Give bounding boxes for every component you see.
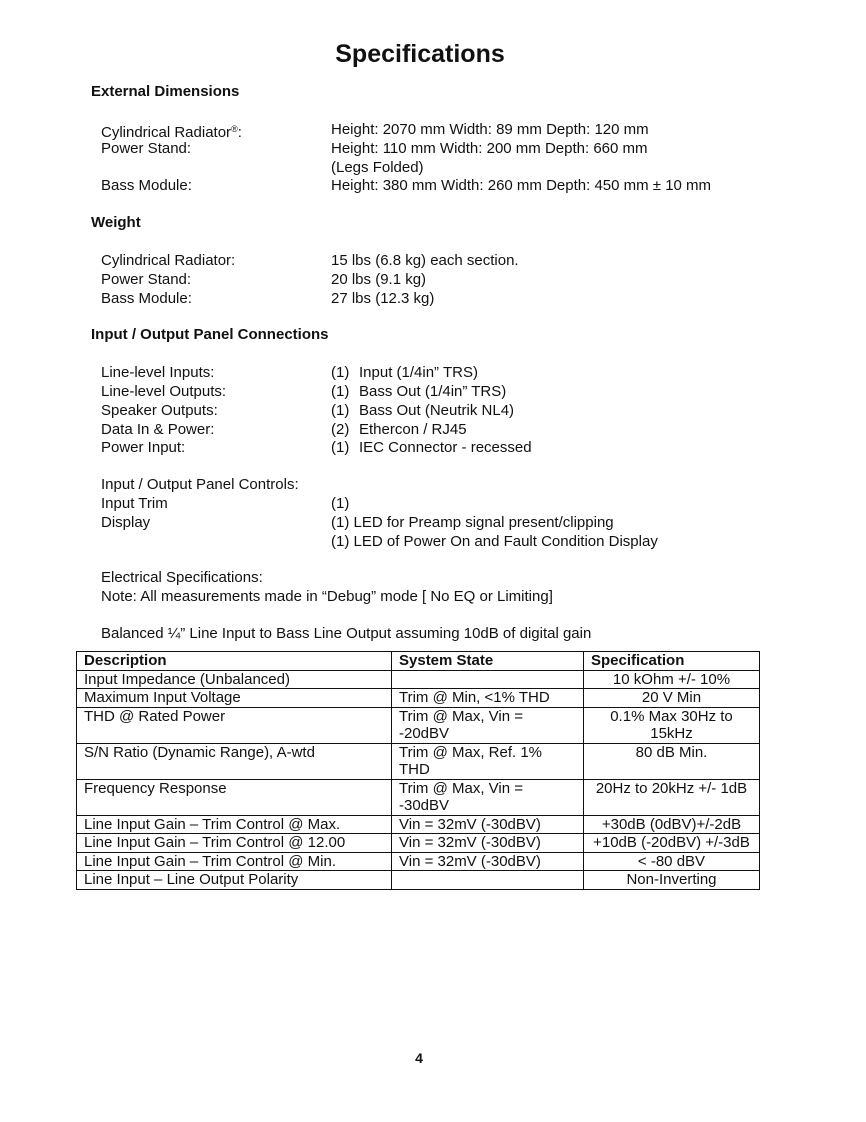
table-cell-specification: +30dB (0dBV)+/-2dB: [584, 815, 760, 834]
dimension-value: Height: 2070 mm Width: 89 mm Depth: 120 mm: [331, 121, 649, 138]
dimension-label: Power Stand:: [101, 140, 192, 157]
table-cell-description: Line Input Gain – Trim Control @ Min.: [77, 852, 392, 871]
connection-value: (1) Input (1/4in” TRS): [331, 364, 478, 381]
table-cell-system-state: Trim @ Max, Ref. 1% THD: [392, 743, 584, 779]
weight-label: Bass Module:: [101, 290, 192, 307]
table-header-row: [77, 652, 760, 671]
dimension-value: Height: 380 mm Width: 260 mm Depth: 450 mm ± 10 mm: [331, 177, 712, 194]
table-row: [77, 834, 760, 853]
table-cell-description: Line Input – Line Output Polarity: [77, 871, 392, 890]
table-cell-system-state: Trim @ Max, Vin = -30dBV: [392, 779, 584, 815]
io-controls-heading: Input / Output Panel Controls:: [101, 476, 299, 493]
control-value: (1): [331, 495, 350, 512]
control-value: (1) LED of Power On and Fault Condition Display: [331, 533, 658, 550]
control-label: Display: [101, 514, 151, 531]
table-cell-description: Maximum Input Voltage: [77, 689, 392, 708]
external-dimensions-heading: External Dimensions: [91, 83, 240, 100]
table-cell-specification: 0.1% Max 30Hz to 15kHz: [584, 707, 760, 743]
table-row: [77, 707, 760, 743]
connection-label: Line-level Inputs:: [101, 364, 215, 381]
weight-label: Cylindrical Radiator:: [101, 252, 236, 269]
table-caption: Balanced ¼” Line Input to Bass Line Output assuming 10dB of digital gain: [101, 625, 592, 642]
connection-value: (2) Ethercon / RJ45: [331, 421, 467, 438]
connection-count: (1): [331, 383, 350, 400]
table-cell-system-state: Trim @ Min, <1% THD: [392, 689, 584, 708]
connection-value: (1) IEC Connector - recessed: [331, 439, 532, 456]
registered-mark: ®: [231, 124, 238, 134]
dimension-value: Height: 110 mm Width: 200 mm Depth: 660 mm: [331, 140, 648, 157]
dimension-label: Cylindrical Radiator®:: [101, 124, 242, 141]
column-header-specification: Specification: [584, 652, 760, 671]
table-cell-specification: 20 V Min: [584, 689, 760, 708]
table-row: [77, 670, 760, 689]
table-cell-specification: < -80 dBV: [584, 852, 760, 871]
dimension-label: Bass Module:: [101, 177, 192, 194]
electrical-note: Note: All measurements made in “Debug” mode [ No EQ or Limiting]: [101, 588, 553, 605]
table-cell-specification: +10dB (-20dBV) +/-3dB: [584, 834, 760, 853]
weight-heading: Weight: [91, 214, 141, 231]
table-cell-description: Line Input Gain – Trim Control @ Max.: [77, 815, 392, 834]
table-cell-description: Line Input Gain – Trim Control @ 12.00: [77, 834, 392, 853]
connection-label: Speaker Outputs:: [101, 402, 218, 419]
table-cell-description: Frequency Response: [77, 779, 392, 815]
table-cell-specification: 10 kOhm +/- 10%: [584, 670, 760, 689]
io-connections-heading: Input / Output Panel Connections: [91, 326, 329, 343]
connection-count: (1): [331, 364, 350, 381]
table-cell-system-state: Vin = 32mV (-30dBV): [392, 834, 584, 853]
table-cell-description: Input Impedance (Unbalanced): [77, 670, 392, 689]
weight-value: 20 lbs (9.1 kg): [331, 271, 427, 288]
table-cell-system-state: [392, 871, 584, 890]
page-number: 4: [415, 1050, 423, 1066]
table-cell-description: THD @ Rated Power: [77, 707, 392, 743]
table-cell-system-state: Vin = 32mV (-30dBV): [392, 815, 584, 834]
weight-value: 27 lbs (12.3 kg): [331, 290, 435, 307]
control-value: (1) LED for Preamp signal present/clipping: [331, 514, 614, 531]
weight-value: 15 lbs (6.8 kg) each section.: [331, 252, 519, 269]
spec-table: [76, 651, 760, 890]
connection-label: Data In & Power:: [101, 421, 215, 438]
dimension-note: (Legs Folded): [331, 159, 424, 176]
control-label: Input Trim: [101, 495, 168, 512]
table-cell-specification: Non-Inverting: [584, 871, 760, 890]
weight-label: Power Stand:: [101, 271, 192, 288]
table-row: [77, 815, 760, 834]
connection-value: (1) Bass Out (Neutrik NL4): [331, 402, 515, 419]
table-row: [77, 689, 760, 708]
table-cell-system-state: Vin = 32mV (-30dBV): [392, 852, 584, 871]
connection-label: Power Input:: [101, 439, 186, 456]
table-row: [77, 871, 760, 890]
table-cell-description: S/N Ratio (Dynamic Range), A-wtd: [77, 743, 392, 779]
connection-label: Line-level Outputs:: [101, 383, 227, 400]
connection-count: (2): [331, 421, 350, 438]
electrical-heading: Electrical Specifications:: [101, 569, 263, 586]
connection-value: (1) Bass Out (1/4in” TRS): [331, 383, 507, 400]
connection-count: (1): [331, 402, 350, 419]
table-cell-specification: 20Hz to 20kHz +/- 1dB: [584, 779, 760, 815]
table-row: [77, 779, 760, 815]
table-row: [77, 852, 760, 871]
table-cell-specification: 80 dB Min.: [584, 743, 760, 779]
column-header-description: Description: [77, 652, 392, 671]
table-row: [77, 743, 760, 779]
connection-count: (1): [331, 439, 350, 456]
page-title: Specifications: [335, 40, 505, 68]
table-cell-system-state: [392, 670, 584, 689]
column-header-system-state: System State: [392, 652, 584, 671]
table-cell-system-state: Trim @ Max, Vin = -20dBV: [392, 707, 584, 743]
